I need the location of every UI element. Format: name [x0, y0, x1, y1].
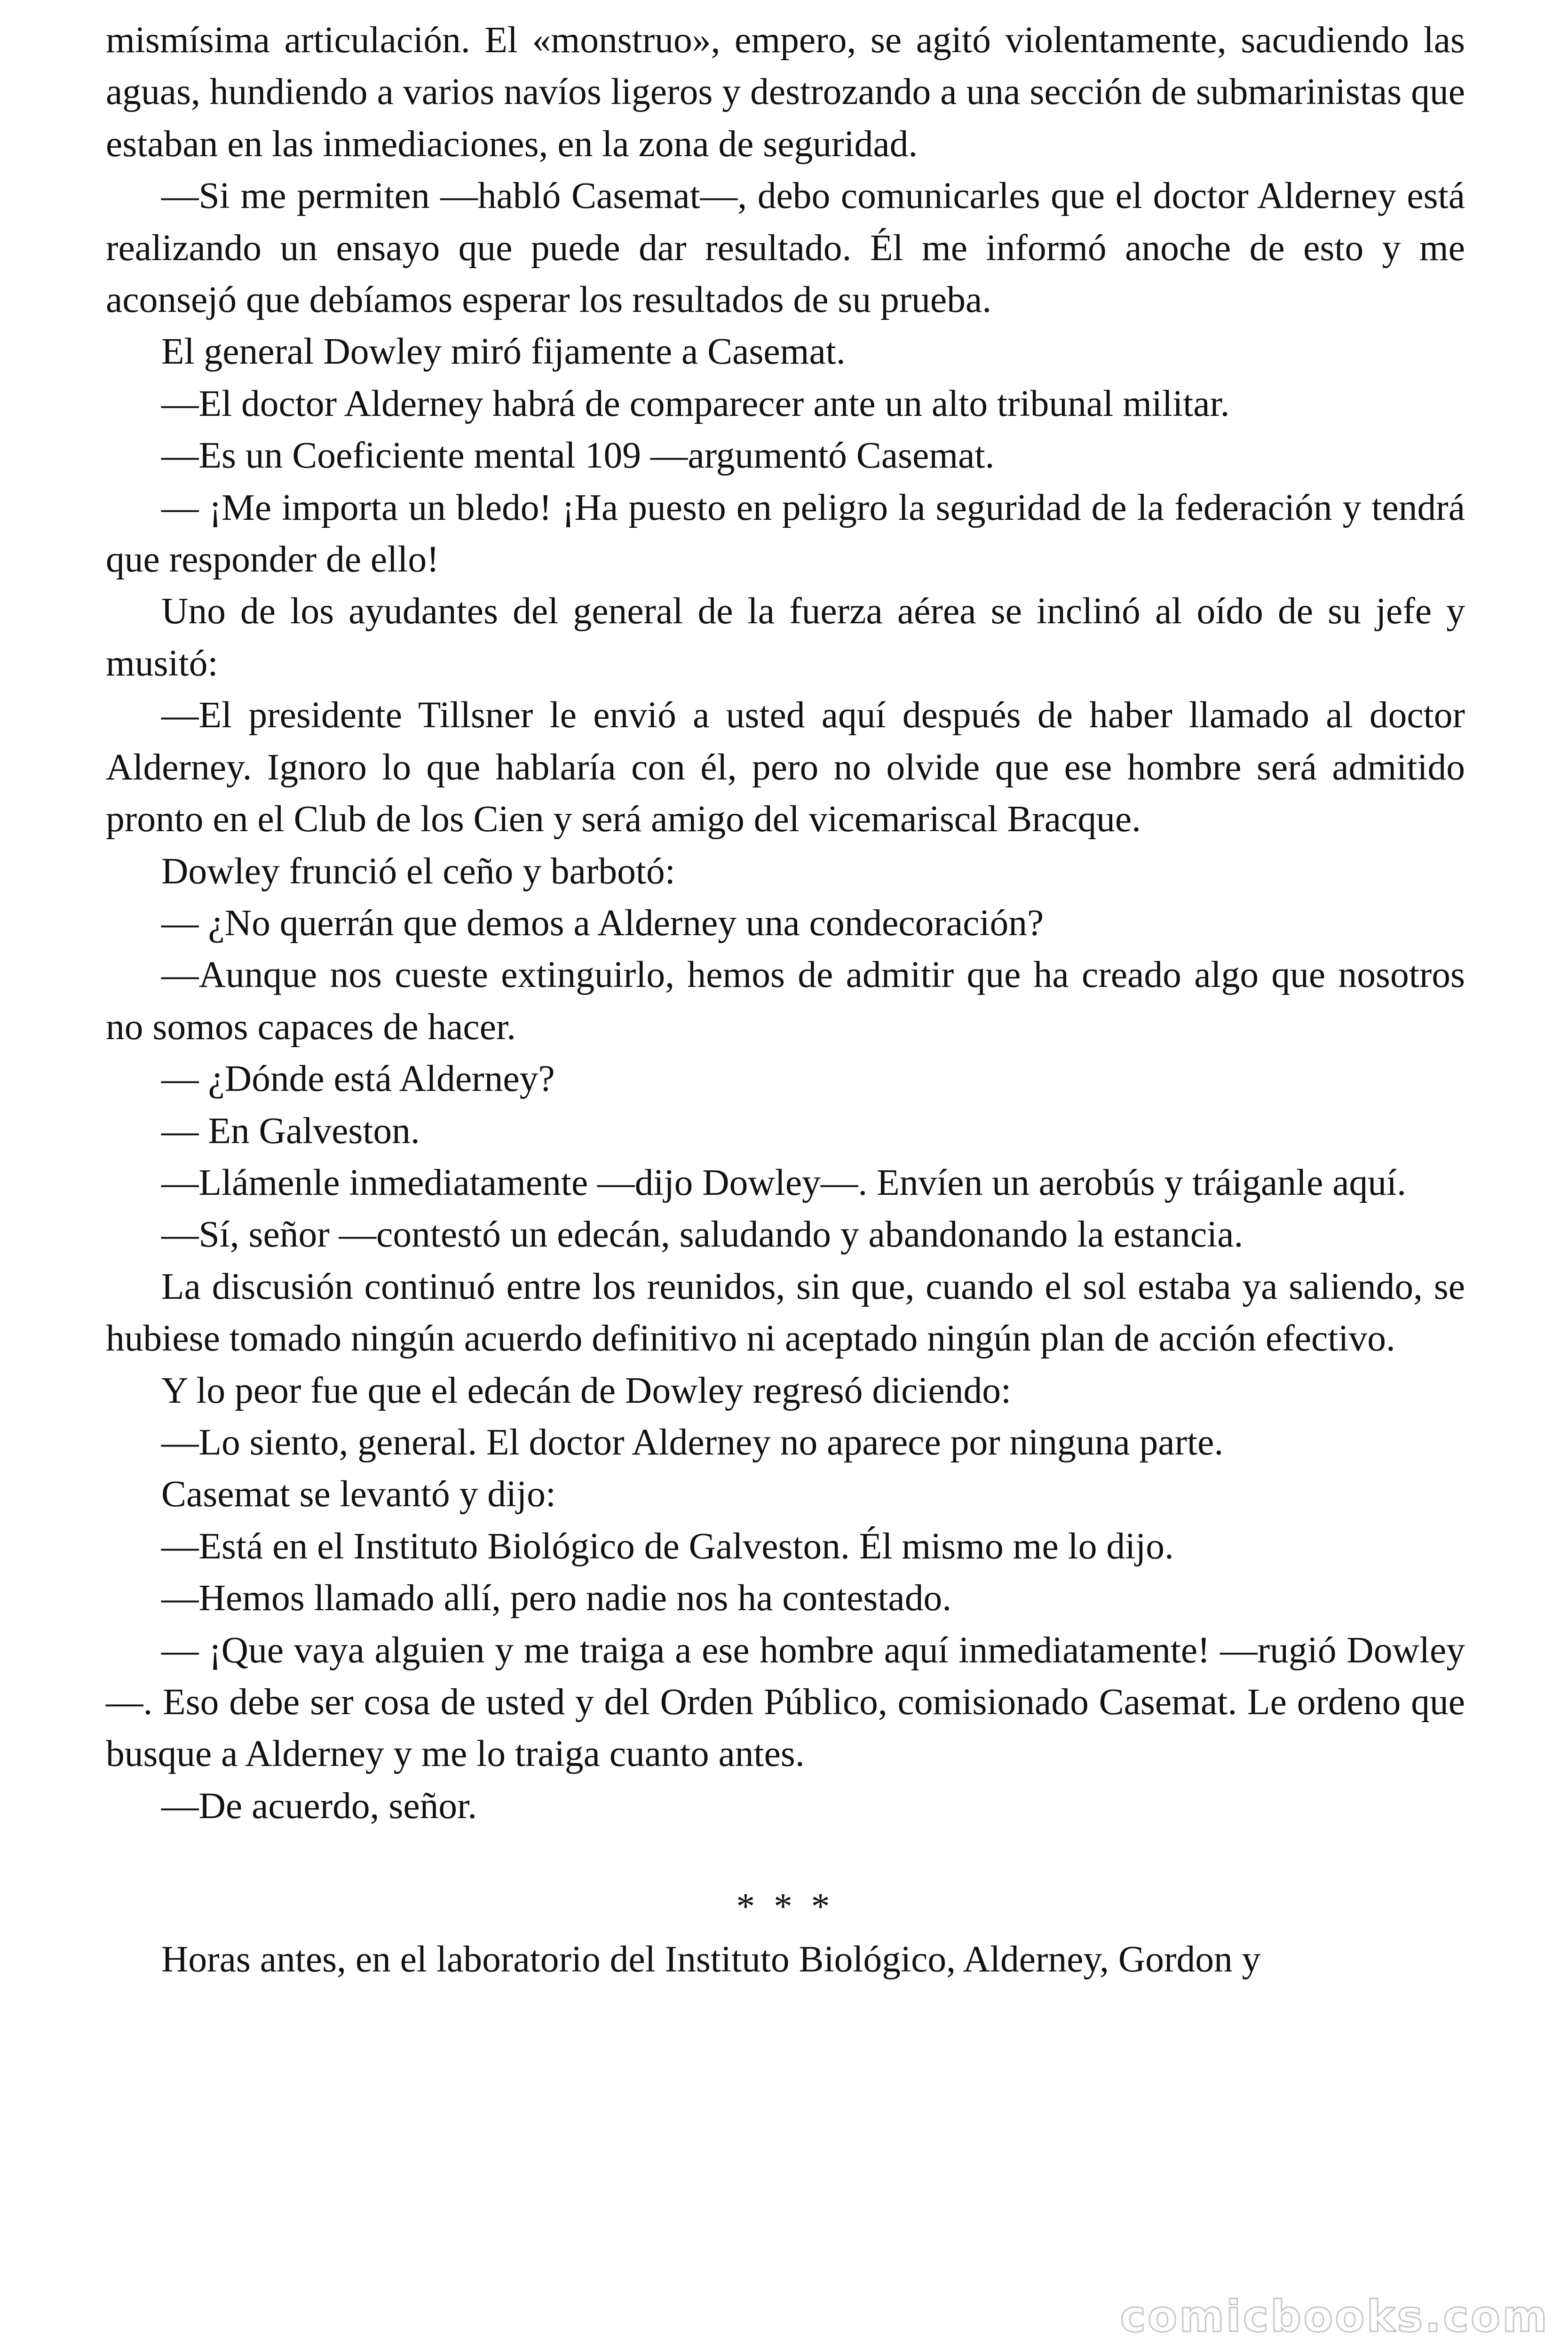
paragraph: —De acuerdo, señor.	[161, 1785, 477, 1827]
paragraph: — ¿Dónde está Alderney?	[161, 1058, 555, 1100]
paragraph: — En Galveston.	[161, 1110, 420, 1152]
paragraph: —Llámenle inmediatamente —dijo Dowley—. Envíen un aerobús y tráiganle aquí.	[161, 1161, 1407, 1203]
paragraph: El general Dowley miró fijamente a Casemat.	[161, 331, 846, 373]
paragraph: Uno de los ayudantes del general de la fuerza aérea se inclinó al oído de su jefe y musitó:	[106, 590, 1465, 684]
paragraph: —Hemos llamado allí, pero nadie nos ha contestado.	[161, 1577, 952, 1619]
section-separator: * * *	[736, 1886, 835, 1928]
paragraph: —Si me permiten —habló Casemat—, debo comunicarles que el doctor Alderney está realizando un ensayo que puede dar resultado. Él me informó anoche de esto y me aconsejó que debíamos esperar los resultados de su prueba.	[106, 175, 1465, 321]
paragraph: —El doctor Alderney habrá de comparecer ante un alto tribunal militar.	[161, 382, 1230, 424]
paragraph: —Lo siento, general. El doctor Alderney no aparece por ninguna parte.	[161, 1421, 1224, 1463]
paragraph: —Aunque nos cueste extinguirlo, hemos de admitir que ha creado algo que nosotros no somos capaces de hacer.	[106, 954, 1465, 1048]
paragraph: — ¡Me importa un bledo! ¡Ha puesto en peligro la seguridad de la federación y tendrá que responder de ello!	[106, 486, 1465, 580]
watermark: comicbooks.com	[1120, 2291, 1549, 2342]
paragraph: —Sí, señor —contestó un edecán, saludando y abandonando la estancia.	[161, 1214, 1243, 1255]
paragraph: La discusión continuó entre los reunidos, sin que, cuando el sol estaba ya saliendo, se hubiese tomado ningún acuerdo definitivo ni aceptado ningún plan de acción efectivo.	[106, 1265, 1465, 1359]
paragraph: Y lo peor fue que el edecán de Dowley regresó diciendo:	[161, 1369, 1012, 1411]
paragraph: Dowley frunció el ceño y barbotó:	[161, 850, 675, 892]
document-page	[106, 14, 1465, 1986]
paragraph: — ¿No querrán que demos a Alderney una condecoración?	[161, 902, 1044, 944]
paragraph: —El presidente Tillsner le envió a usted aquí después de haber llamado al doctor Alderney. Ignoro lo que hablaría con él, pero no olvide que ese hombre será admitido pronto en el Club de los Cien y será amigo del vicemariscal Bracque.	[106, 694, 1465, 840]
paragraph-last: Horas antes, en el laboratorio del Instituto Biológico, Alderney, Gordon y	[161, 1939, 1261, 1980]
paragraph: — ¡Que vaya alguien y me traiga a ese hombre aquí inmediatamente! —rugió Dowley—. Eso debe ser cosa de usted y del Orden Público, comisionado Casemat. Le ordeno que busque a Alderney y me lo traiga cuanto antes.	[106, 1629, 1465, 1775]
paragraph: —Es un Coeficiente mental 109 —argumentó Casemat.	[161, 435, 995, 477]
paragraph: Casemat se levantó y dijo:	[161, 1473, 556, 1515]
paragraph-continuation: mismísima articulación. El «monstruo», empero, se agitó violentamente, sacudiendo las aguas, hundiendo a varios navíos ligeros y destrozando a una sección de submarinistas que estaban en las inmediaciones, en la zona de seguridad.	[106, 19, 1465, 165]
paragraph: —Está en el Instituto Biológico de Galveston. Él mismo me lo dijo.	[161, 1525, 1174, 1567]
